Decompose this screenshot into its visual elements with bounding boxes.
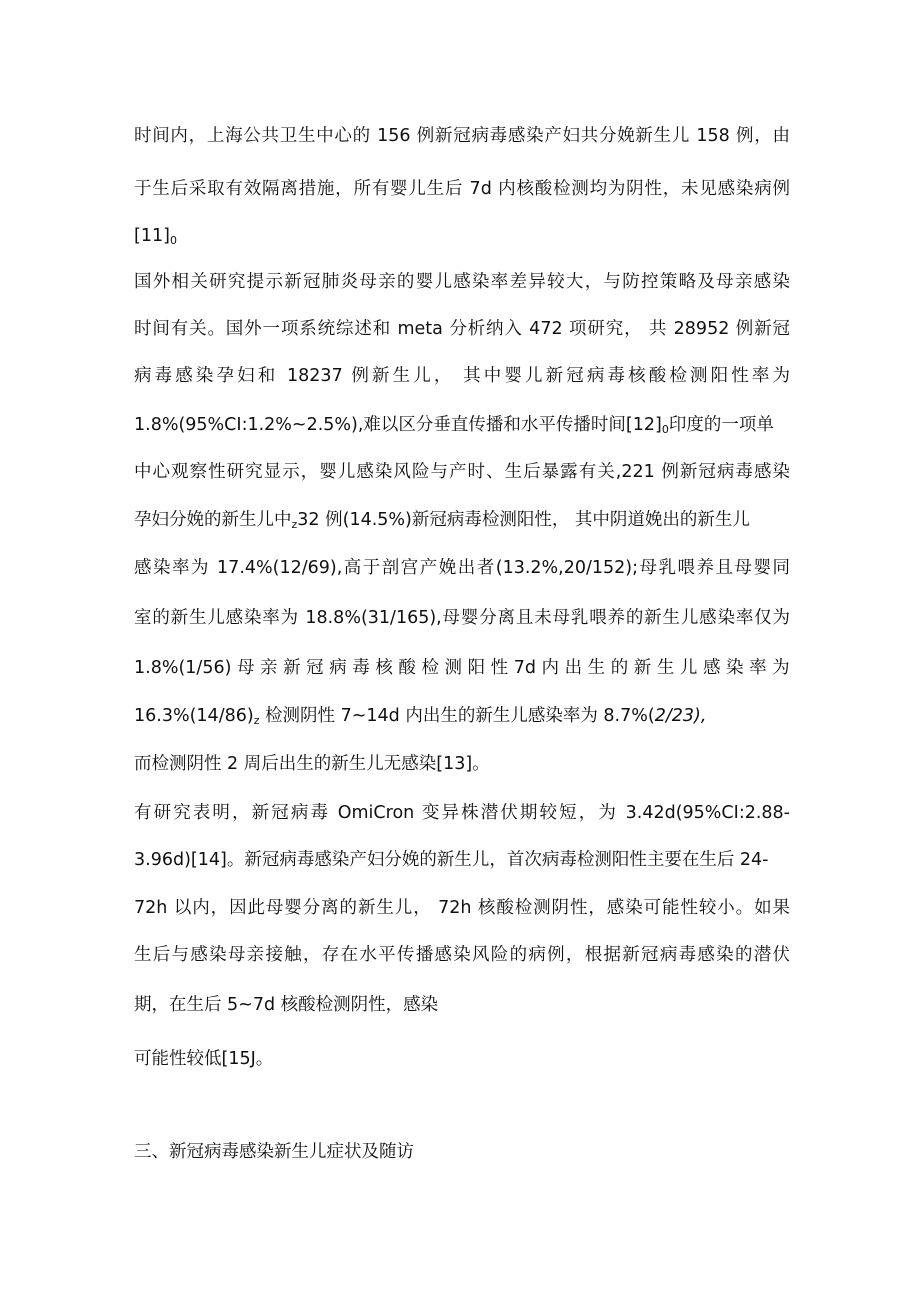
line-10-part-b: 检测阴性 7~14d 内出生的新生儿感染率为 8.7%( [259, 706, 655, 726]
paragraph-2-line-7: 感染率为 17.4%(12/69),高于剖宫产娩出者(13.2%,20/152);母乳喂养且母婴同 [134, 558, 790, 578]
paragraph-1-line-1: 时间内，上海公共卫生中心的 156 例新冠病毒感染产妇共分娩新生儿 158 例，由 [134, 126, 790, 146]
section-heading: 三、新冠病毒感染新生儿症状及随访 [134, 1142, 414, 1162]
paragraph-2-line-2: 时间有关。国外一项系统综述和 meta 分析纳入 472 项研究， 共 28952 例新冠 [134, 319, 790, 339]
paragraph-2-line-5: 中心观察性研究显示，婴儿感染风险与产时、生后暴露有关,221 例新冠病毒感染 [134, 462, 790, 482]
line-10-mark: z [253, 714, 260, 727]
paragraph-3-line-1: 有研究表明，新冠病毒 OmiCron 变异株潜伏期较短，为 3.42d(95%CI:2.88- [134, 803, 790, 823]
paragraph-3-line-5: 期，在生后 5~7d 核酸检测阴性，感染 [134, 995, 439, 1015]
paragraph-2-line-3: 病毒感染孕妇和 18237 例新生儿， 其中婴儿新冠病毒核酸检测阳性率为 [134, 366, 790, 386]
paragraph-3-last-line: 可能性较低[15J。 [134, 1049, 274, 1069]
line-4-part-a: 1.8%(95%CI:1.2%~2.5%),难以区分垂直传播和水平传播时间[12] [134, 415, 662, 435]
line-6-mark: z [291, 518, 298, 531]
citation-11: [11] [134, 226, 170, 246]
paragraph-2-line-11: 而检测阴性 2 周后出生的新生儿无感染[13]。 [134, 754, 490, 774]
line-10-part-a: 16.3%(14/86) [134, 706, 254, 726]
line-4-mark: 0 [661, 423, 669, 436]
line-10-part-c: 2/23), [654, 706, 707, 726]
line-6-part-b: 32 例(14.5%)新冠病毒检测阳性， 其中阴道娩出的新生儿 [297, 510, 750, 530]
paragraph-3-line-3: 72h 以内，因此母婴分离的新生儿， 72h 核酸检测阴性，感染可能性较小。如果 [134, 898, 790, 918]
paragraph-2-line-1: 国外相关研究提示新冠肺炎母亲的婴儿感染率差异较大，与防控策略及母亲感染 [134, 272, 790, 292]
paragraph-2-line-10 [134, 704, 790, 733]
paragraph-2-line-6 [134, 508, 790, 537]
paragraph-2-line-8: 室的新生儿感染率为 18.8%(31/165),母婴分离且未母乳喂养的新生儿感染率仅为 [134, 608, 790, 628]
paragraph-3-line-4: 生后与感染母亲接触，存在水平传播感染风险的病例，根据新冠病毒感染的潜伏 [134, 945, 790, 965]
line-6-part-a: 孕妇分娩的新生儿中 [134, 510, 292, 530]
paragraph-1-line-2: 于生后采取有效隔离措施，所有婴儿生后 7d 内核酸检测均为阴性，未见感染病例 [134, 179, 790, 199]
paragraph-1-line-3 [134, 224, 790, 253]
paragraph-3-line-2: 3.96d)[14]。新冠病毒感染产妇分娩的新生儿，首次病毒检测阳性主要在生后 24- [134, 850, 769, 870]
line-4-part-b: 印度的一项单 [668, 415, 774, 435]
citation-mark: 0 [169, 234, 177, 247]
paragraph-2-line-9: 1.8%(1/56) 母 亲 新 冠 病 毒 核 酸 检 测 阳 性 7d 内 出 生 的 新 生 儿 感 染 率 为 [134, 658, 790, 678]
paragraph-2-line-4 [134, 413, 790, 442]
